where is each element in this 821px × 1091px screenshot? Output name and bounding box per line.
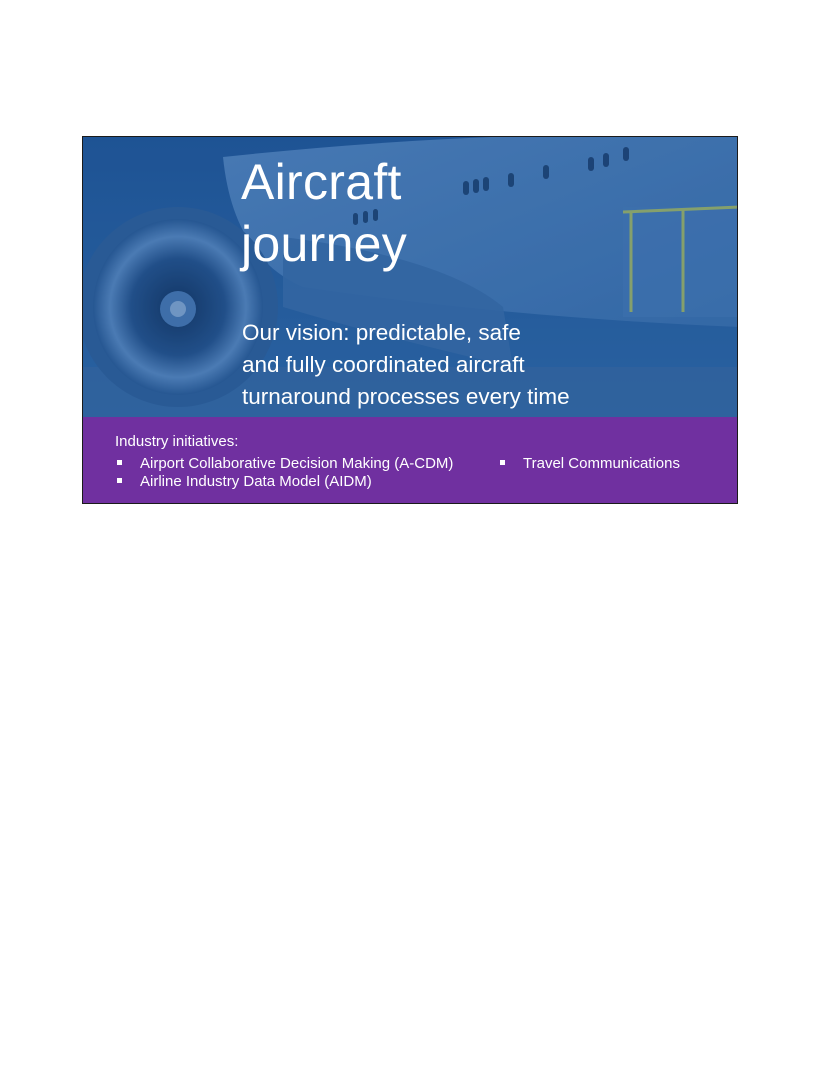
slide-title [241,151,407,275]
title-line-1: Aircraft [241,154,402,210]
initiative-item-a-cdm [117,455,453,473]
initiative-label: Travel Communications [523,455,680,472]
slide [82,136,738,504]
title-line-2: journey [241,216,408,272]
vision-statement [242,317,712,413]
initiatives-heading: Industry initiatives: [115,433,239,450]
bullet-icon [117,478,122,483]
industry-initiatives-band [83,417,738,504]
vision-line-3: turnaround processes every time [242,384,570,409]
vision-line-2: and fully coordinated aircraft [242,352,525,377]
initiative-label: Airport Collaborative Decision Making (A-CDM) [140,455,454,472]
hero-photo-area [83,137,738,417]
initiative-label: Airline Industry Data Model (AIDM) [140,473,372,490]
vision-line-1: Our vision: predictable, safe [242,320,521,345]
bullet-icon [500,460,505,465]
initiative-item-aidm [117,473,372,491]
bullet-icon [117,460,122,465]
initiative-item-travel-communications [500,455,680,473]
